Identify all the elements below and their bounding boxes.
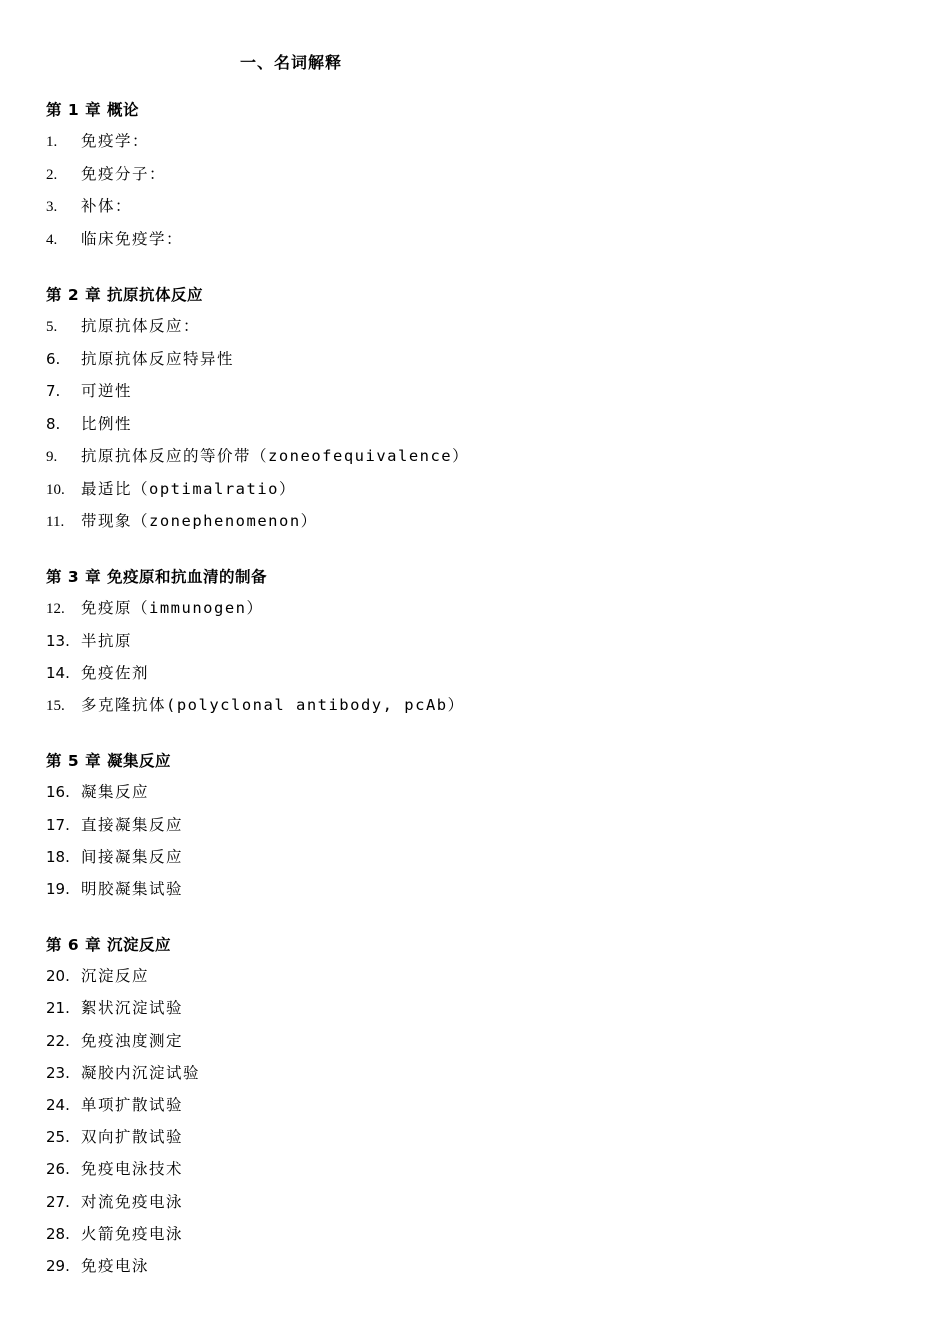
item-number: 5. <box>46 319 58 335</box>
item-term: 免疫电泳技术 <box>81 1160 184 1178</box>
item-term: 半抗原 <box>81 632 133 650</box>
item-number: 19. <box>46 880 70 898</box>
list-item <box>46 1190 183 1214</box>
item-term: 间接凝集反应 <box>81 848 184 866</box>
item-number: 1. <box>46 134 58 150</box>
chapter-heading: 第 3 章 免疫原和抗血清的制备 <box>46 568 267 586</box>
item-term: 最适比（optimalratio） <box>81 480 296 498</box>
list-item <box>46 661 149 685</box>
item-term: 免疫电泳 <box>81 1257 150 1275</box>
item-number: 20. <box>46 967 70 985</box>
list-item <box>46 1254 149 1278</box>
list-item <box>46 194 132 218</box>
list-item <box>46 845 183 869</box>
item-number: 28. <box>46 1225 70 1243</box>
item-number: 4. <box>46 232 58 248</box>
item-term: 带现象（zonephenomenon） <box>81 512 318 530</box>
item-number: 21. <box>46 999 70 1017</box>
item-number: 26. <box>46 1160 70 1178</box>
item-number: 9. <box>46 449 58 465</box>
list-item <box>46 1029 183 1053</box>
item-number: 29. <box>46 1257 70 1275</box>
list-item <box>46 1125 183 1149</box>
item-number: 12. <box>46 601 65 617</box>
item-term: 直接凝集反应 <box>81 816 184 834</box>
list-item <box>46 314 200 338</box>
item-term: 比例性 <box>81 415 133 433</box>
item-term: 免疫佐剂 <box>81 664 150 682</box>
list-item <box>46 162 166 186</box>
item-term: 凝集反应 <box>81 783 150 801</box>
item-number: 13. <box>46 632 70 650</box>
chapter-heading: 第 6 章 沉淀反应 <box>46 936 171 954</box>
list-item <box>46 780 149 804</box>
item-number: 6. <box>46 350 61 368</box>
item-term: 双向扩散试验 <box>81 1128 184 1146</box>
item-term: 抗原抗体反应的等价带（zoneofequivalence） <box>81 447 470 465</box>
item-number: 15. <box>46 698 65 714</box>
list-item <box>46 509 318 533</box>
item-term: 沉淀反应 <box>81 967 150 985</box>
item-term: 凝胶内沉淀试验 <box>81 1064 201 1082</box>
item-term: 抗原抗体反应： <box>81 317 201 335</box>
item-number: 10. <box>46 482 65 498</box>
list-item <box>46 877 183 901</box>
item-number: 7. <box>46 382 61 400</box>
chapter-heading: 第 1 章 概论 <box>46 101 139 119</box>
list-item <box>46 996 183 1020</box>
list-item <box>46 1222 183 1246</box>
item-number: 27. <box>46 1193 70 1211</box>
item-term: 火箭免疫电泳 <box>81 1225 184 1243</box>
item-term: 单项扩散试验 <box>81 1096 184 1114</box>
item-term: 免疫分子： <box>81 165 167 183</box>
list-item <box>46 412 132 436</box>
item-number: 3. <box>46 199 58 215</box>
item-number: 16. <box>46 783 70 801</box>
item-term: 对流免疫电泳 <box>81 1193 184 1211</box>
item-term: 免疫浊度测定 <box>81 1032 184 1050</box>
item-number: 2. <box>46 167 58 183</box>
list-item <box>46 379 132 403</box>
item-term: 免疫学： <box>81 132 150 150</box>
item-number: 22. <box>46 1032 70 1050</box>
item-number: 18. <box>46 848 70 866</box>
item-number: 17. <box>46 816 70 834</box>
list-item <box>46 227 183 251</box>
item-term: 多克隆抗体(polyclonal antibody, pcAb） <box>81 696 465 714</box>
item-term: 明胶凝集试验 <box>81 880 184 898</box>
item-term: 临床免疫学： <box>81 230 184 248</box>
list-item <box>46 813 183 837</box>
list-item <box>46 477 296 501</box>
list-item <box>46 964 149 988</box>
item-number: 14. <box>46 664 70 682</box>
list-item <box>46 629 132 653</box>
list-item <box>46 693 465 717</box>
list-item <box>46 1093 183 1117</box>
list-item <box>46 596 264 620</box>
page-title: 一、名词解释 <box>240 53 343 72</box>
item-term: 补体： <box>81 197 133 215</box>
item-term: 免疫原（immunogen） <box>81 599 264 617</box>
item-number: 8. <box>46 415 61 433</box>
list-item <box>46 1157 183 1181</box>
item-number: 11. <box>46 514 65 530</box>
list-item <box>46 347 234 371</box>
chapter-heading: 第 5 章 凝集反应 <box>46 752 171 770</box>
list-item <box>46 1061 200 1085</box>
list-item <box>46 444 469 468</box>
item-term: 抗原抗体反应特异性 <box>81 350 235 368</box>
list-item <box>46 129 149 153</box>
item-number: 24. <box>46 1096 70 1114</box>
item-number: 25. <box>46 1128 70 1146</box>
item-number: 23. <box>46 1064 70 1082</box>
item-term: 可逆性 <box>81 382 133 400</box>
item-term: 絮状沉淀试验 <box>81 999 184 1017</box>
chapter-heading: 第 2 章 抗原抗体反应 <box>46 286 203 304</box>
